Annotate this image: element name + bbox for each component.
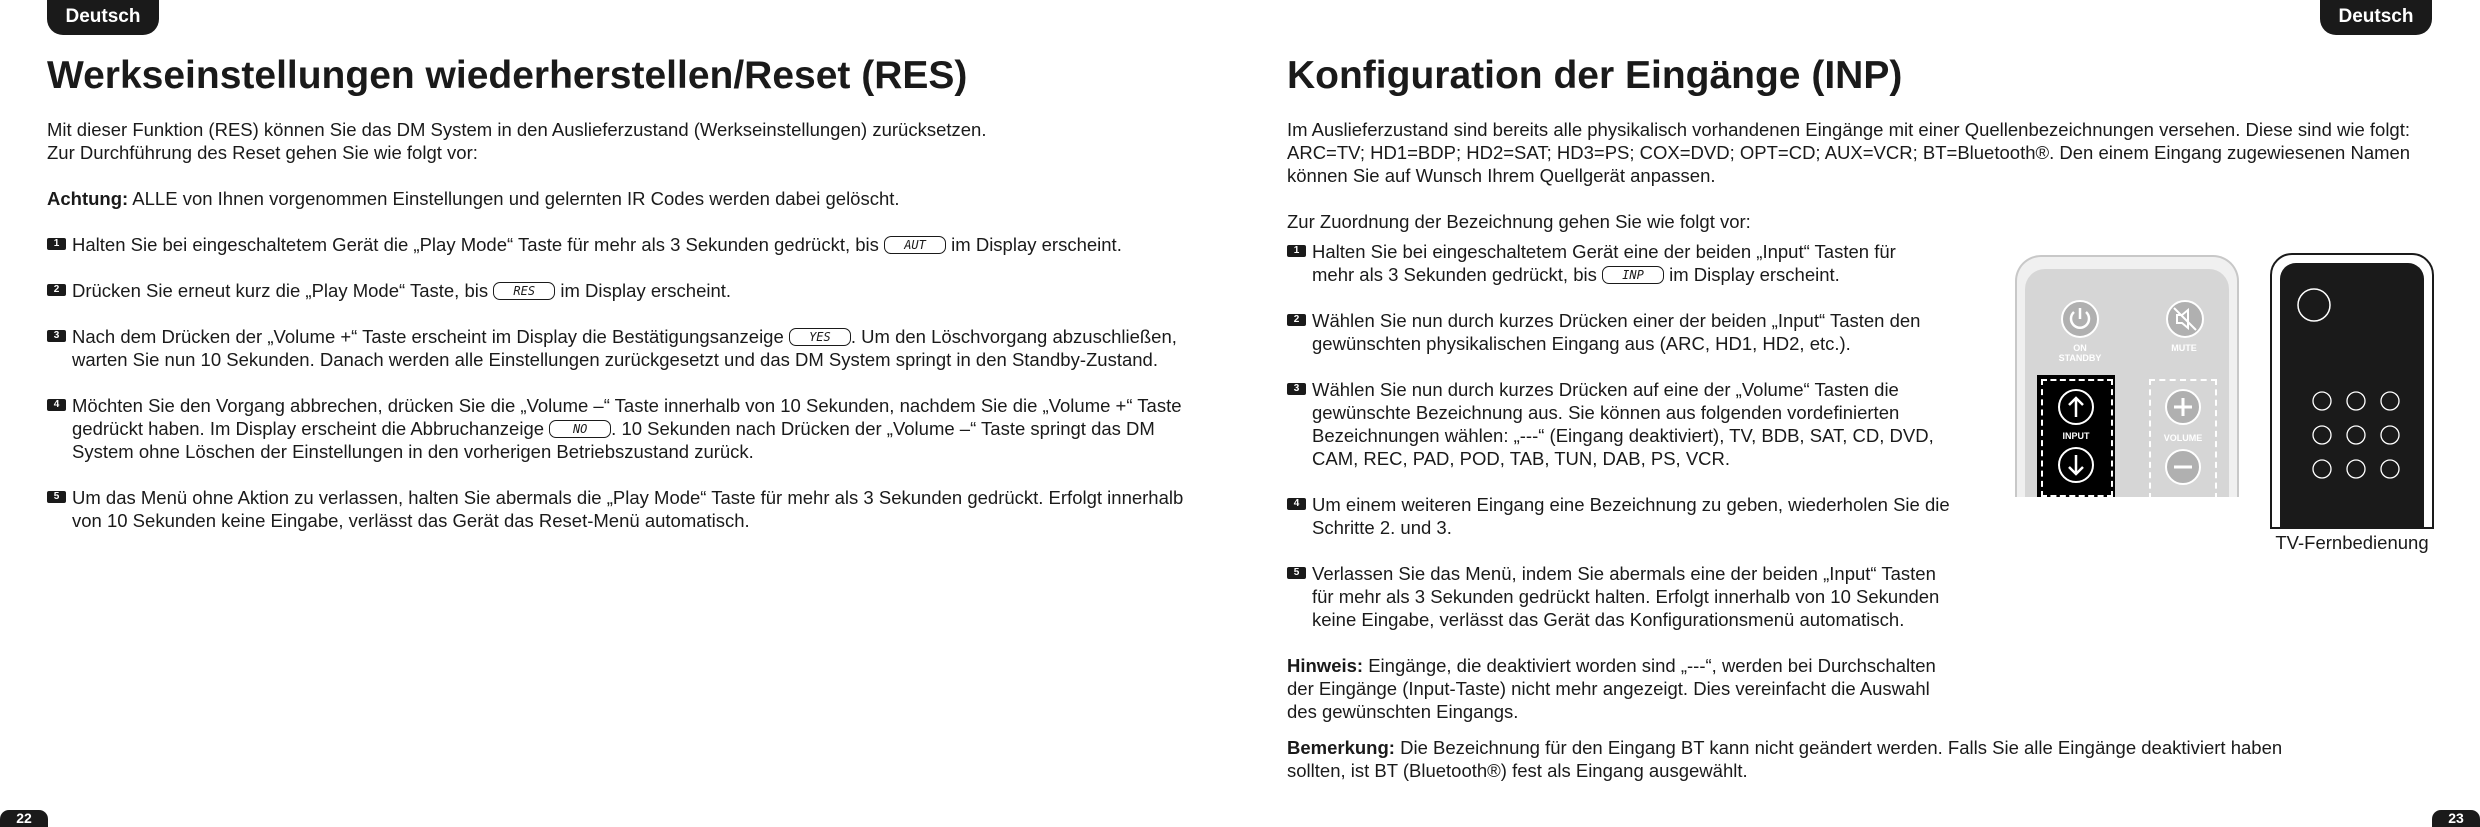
step-text: von 10 Sekunden keine Eingabe, verlässt das Gerät das Reset-Menü automatisch.	[72, 510, 750, 531]
power-icon	[2060, 299, 2100, 339]
remark-text: Die Bezeichnung für den Eingang BT kann nicht geändert werden. Falls Sie alle Eingänge deaktiviert haben	[1394, 737, 2283, 758]
step-number: 1	[47, 238, 66, 250]
step-number: 5	[47, 491, 66, 503]
page-number-right: 23	[2432, 810, 2480, 827]
hint-text: des gewünschten Eingangs.	[1287, 701, 1519, 722]
step-text: keine Eingabe, verlässt das Gerät das Konfigurationsmenü automatisch.	[1312, 609, 1905, 630]
input-intro-3: können Sie auf Wunsch Ihrem Quellgerät anpassen.	[1287, 165, 1716, 186]
reset-step-2	[47, 279, 1227, 302]
mute-icon	[2165, 299, 2205, 339]
left-column	[47, 118, 1227, 532]
input-intro-2: ARC=TV; HD1=BDP; HD2=SAT; HD3=PS; COX=DVD; OPT=CD; AUX=VCR; BT=Bluetooth®. Den einem Eingang zugewiesenen Namen	[1287, 142, 2411, 163]
step-text: Nach dem Drücken der „Volume +“ Taste erscheint im Display die Bestätigungsanzeige	[72, 326, 789, 347]
step-number: 4	[1287, 498, 1306, 510]
on-label: ON	[2073, 343, 2087, 353]
display-indicator: YES	[789, 328, 851, 346]
step-number: 3	[47, 330, 66, 342]
language-tab-right: Deutsch	[2320, 0, 2432, 35]
step-text: Halten Sie bei eingeschaltetem Gerät eine der beiden „Input“ Tasten für	[1312, 241, 1896, 262]
step-text: Um das Menü ohne Aktion zu verlassen, halten Sie abermals die „Play Mode“ Taste für mehr als 3 Sekunden gedrückt. Erfolgt innerhalb	[72, 487, 1184, 508]
device-remote-illustration	[2015, 255, 2239, 497]
input-button-group	[2037, 375, 2115, 497]
hint-text: Eingänge, die deaktiviert worden sind „---“, werden bei Durchschalten	[1363, 655, 1936, 676]
step-number: 3	[1287, 383, 1306, 395]
step-text: Wählen Sie nun durch kurzes Drücken auf eine der „Volume“ Tasten die	[1312, 379, 1899, 400]
step-text: im Display erscheint.	[946, 234, 1122, 255]
volume-down-icon	[2163, 447, 2203, 487]
input-step-4	[1287, 493, 1967, 539]
step-text: Schritte 2. und 3.	[1312, 517, 1452, 538]
reset-title: Werkseinstellungen wiederherstellen/Reset (RES)	[47, 54, 968, 97]
display-indicator: RES	[493, 282, 555, 300]
display-indicator: INP	[1602, 266, 1664, 284]
warning-label: Achtung:	[47, 188, 129, 209]
step-text: Bezeichnungen wählen: „---“ (Eingang deaktiviert), TV, BDB, SAT, CD, DVD,	[1312, 425, 1934, 446]
step-text: Möchten Sie den Vorgang abbrechen, drücken Sie die „Volume –“ Taste innerhalb von 10 Sekunden, nachdem Sie die „Volume +“ Taste	[72, 395, 1182, 416]
right-steps	[1287, 240, 1967, 723]
hint-text: der Eingänge (Input-Taste) nicht mehr angezeigt. Dies vereinfacht die Auswahl	[1287, 678, 1930, 699]
step-text: gewünschten physikalischen Eingang aus (ARC, HD1, HD2, etc.).	[1312, 333, 1851, 354]
step-text: mehr als 3 Sekunden gedrückt, bis	[1312, 264, 1602, 285]
remark-label: Bemerkung:	[1287, 737, 1395, 758]
reset-step-1	[47, 233, 1227, 256]
language-tab-left: Deutsch	[47, 0, 159, 35]
step-text: Um einem weiteren Eingang eine Bezeichnung zu geben, wiederholen Sie die	[1312, 494, 1950, 515]
step-text: gewünschte Bezeichnung aus. Sie können aus folgenden vordefinierten	[1312, 402, 1900, 423]
tv-remote-body	[2280, 263, 2424, 527]
step-text: für mehr als 3 Sekunden gedrückt halten. Erfolgt innerhalb von 10 Sekunden	[1312, 586, 1940, 607]
input-config-title: Konfiguration der Eingänge (INP)	[1287, 54, 1903, 97]
step-number: 1	[1287, 245, 1306, 257]
input-down-icon	[2056, 445, 2096, 485]
volume-label: VOLUME	[2163, 433, 2203, 443]
step-text: Halten Sie bei eingeschaltetem Gerät die „Play Mode“ Taste für mehr als 3 Sekunden gedrückt, bis	[72, 234, 885, 255]
standby-label: STANDBY	[2058, 353, 2102, 363]
input-remark	[1287, 736, 2437, 759]
reset-warning	[47, 187, 1227, 210]
step-text: gedrückt haben. Im Display erscheint die Abbruchanzeige	[72, 418, 550, 439]
input-step-3	[1287, 378, 1967, 470]
reset-step-4	[47, 394, 1227, 463]
step-text: warten Sie nun 10 Sekunden. Danach werden alle Einstellungen zurückgesetzt und das DM System springt in den Standby-Zustand.	[72, 349, 1158, 370]
remark-block	[1287, 736, 2437, 782]
input-up-icon	[2056, 387, 2096, 427]
device-panel	[2025, 269, 2229, 497]
tv-remote-illustration	[2270, 253, 2434, 529]
input-intro-1: Im Auslieferzustand sind bereits alle physikalisch vorhandenen Eingänge mit einer Quellenbezeichnungen versehen. Diese sind wie folgt:	[1287, 119, 2410, 140]
hint-label: Hinweis:	[1287, 655, 1364, 676]
input-lead: Zur Zuordnung der Bezeichnung gehen Sie wie folgt vor:	[1287, 211, 1751, 232]
display-indicator: NO	[549, 420, 611, 438]
input-step-5	[1287, 562, 1967, 631]
step-number: 2	[47, 284, 66, 296]
step-text: . Um den Löschvorgang abzuschließen,	[850, 326, 1177, 347]
reset-step-3	[47, 325, 1227, 371]
reset-step-5	[47, 486, 1227, 532]
warning-text: ALLE von Ihnen vorgenommen Einstellungen und gelernten IR Codes werden dabei gelöscht.	[128, 188, 900, 209]
input-hint	[1287, 654, 1967, 677]
right-intro	[1287, 118, 2437, 233]
tv-remote-caption: TV-Fernbedienung	[2275, 532, 2429, 553]
step-number: 2	[1287, 314, 1306, 326]
volume-up-icon	[2163, 387, 2203, 427]
page-number-left: 22	[0, 810, 48, 827]
reset-intro-1: Mit dieser Funktion (RES) können Sie das DM System in den Auslieferzustand (Werkseinstellungen) zurücksetzen.	[47, 119, 987, 140]
step-text: Drücken Sie erneut kurz die „Play Mode“ Taste, bis	[72, 280, 494, 301]
step-text: im Display erscheint.	[1664, 264, 1840, 285]
mute-label: MUTE	[2171, 343, 2197, 353]
step-number: 5	[1287, 567, 1306, 579]
step-text: Verlassen Sie das Menü, indem Sie abermals eine der beiden „Input“ Tasten	[1312, 563, 1936, 584]
remark-text: sollten, ist BT (Bluetooth®) fest als Eingang ausgewählt.	[1287, 760, 1748, 781]
display-indicator: AUT	[884, 236, 946, 254]
input-step-1	[1287, 240, 1967, 286]
reset-intro-2: Zur Durchführung des Reset gehen Sie wie folgt vor:	[47, 142, 478, 163]
step-text: CAM, REC, PAD, POD, TAB, TUN, DAB, PS, VCR.	[1312, 448, 1731, 469]
step-text: System ohne Löschen der Einstellungen in den vorherigen Betriebszustand zurück.	[72, 441, 754, 462]
step-text: Wählen Sie nun durch kurzes Drücken einer der beiden „Input“ Tasten den	[1312, 310, 1921, 331]
input-step-2	[1287, 309, 1967, 355]
step-text: . 10 Sekunden nach Drücken der „Volume –“ Taste springt das DM	[611, 418, 1155, 439]
step-text: im Display erscheint.	[555, 280, 732, 301]
tv-remote-buttons	[2280, 263, 2424, 527]
step-number: 4	[47, 399, 66, 411]
input-label: INPUT	[2062, 431, 2090, 441]
volume-button-group	[2149, 379, 2217, 499]
